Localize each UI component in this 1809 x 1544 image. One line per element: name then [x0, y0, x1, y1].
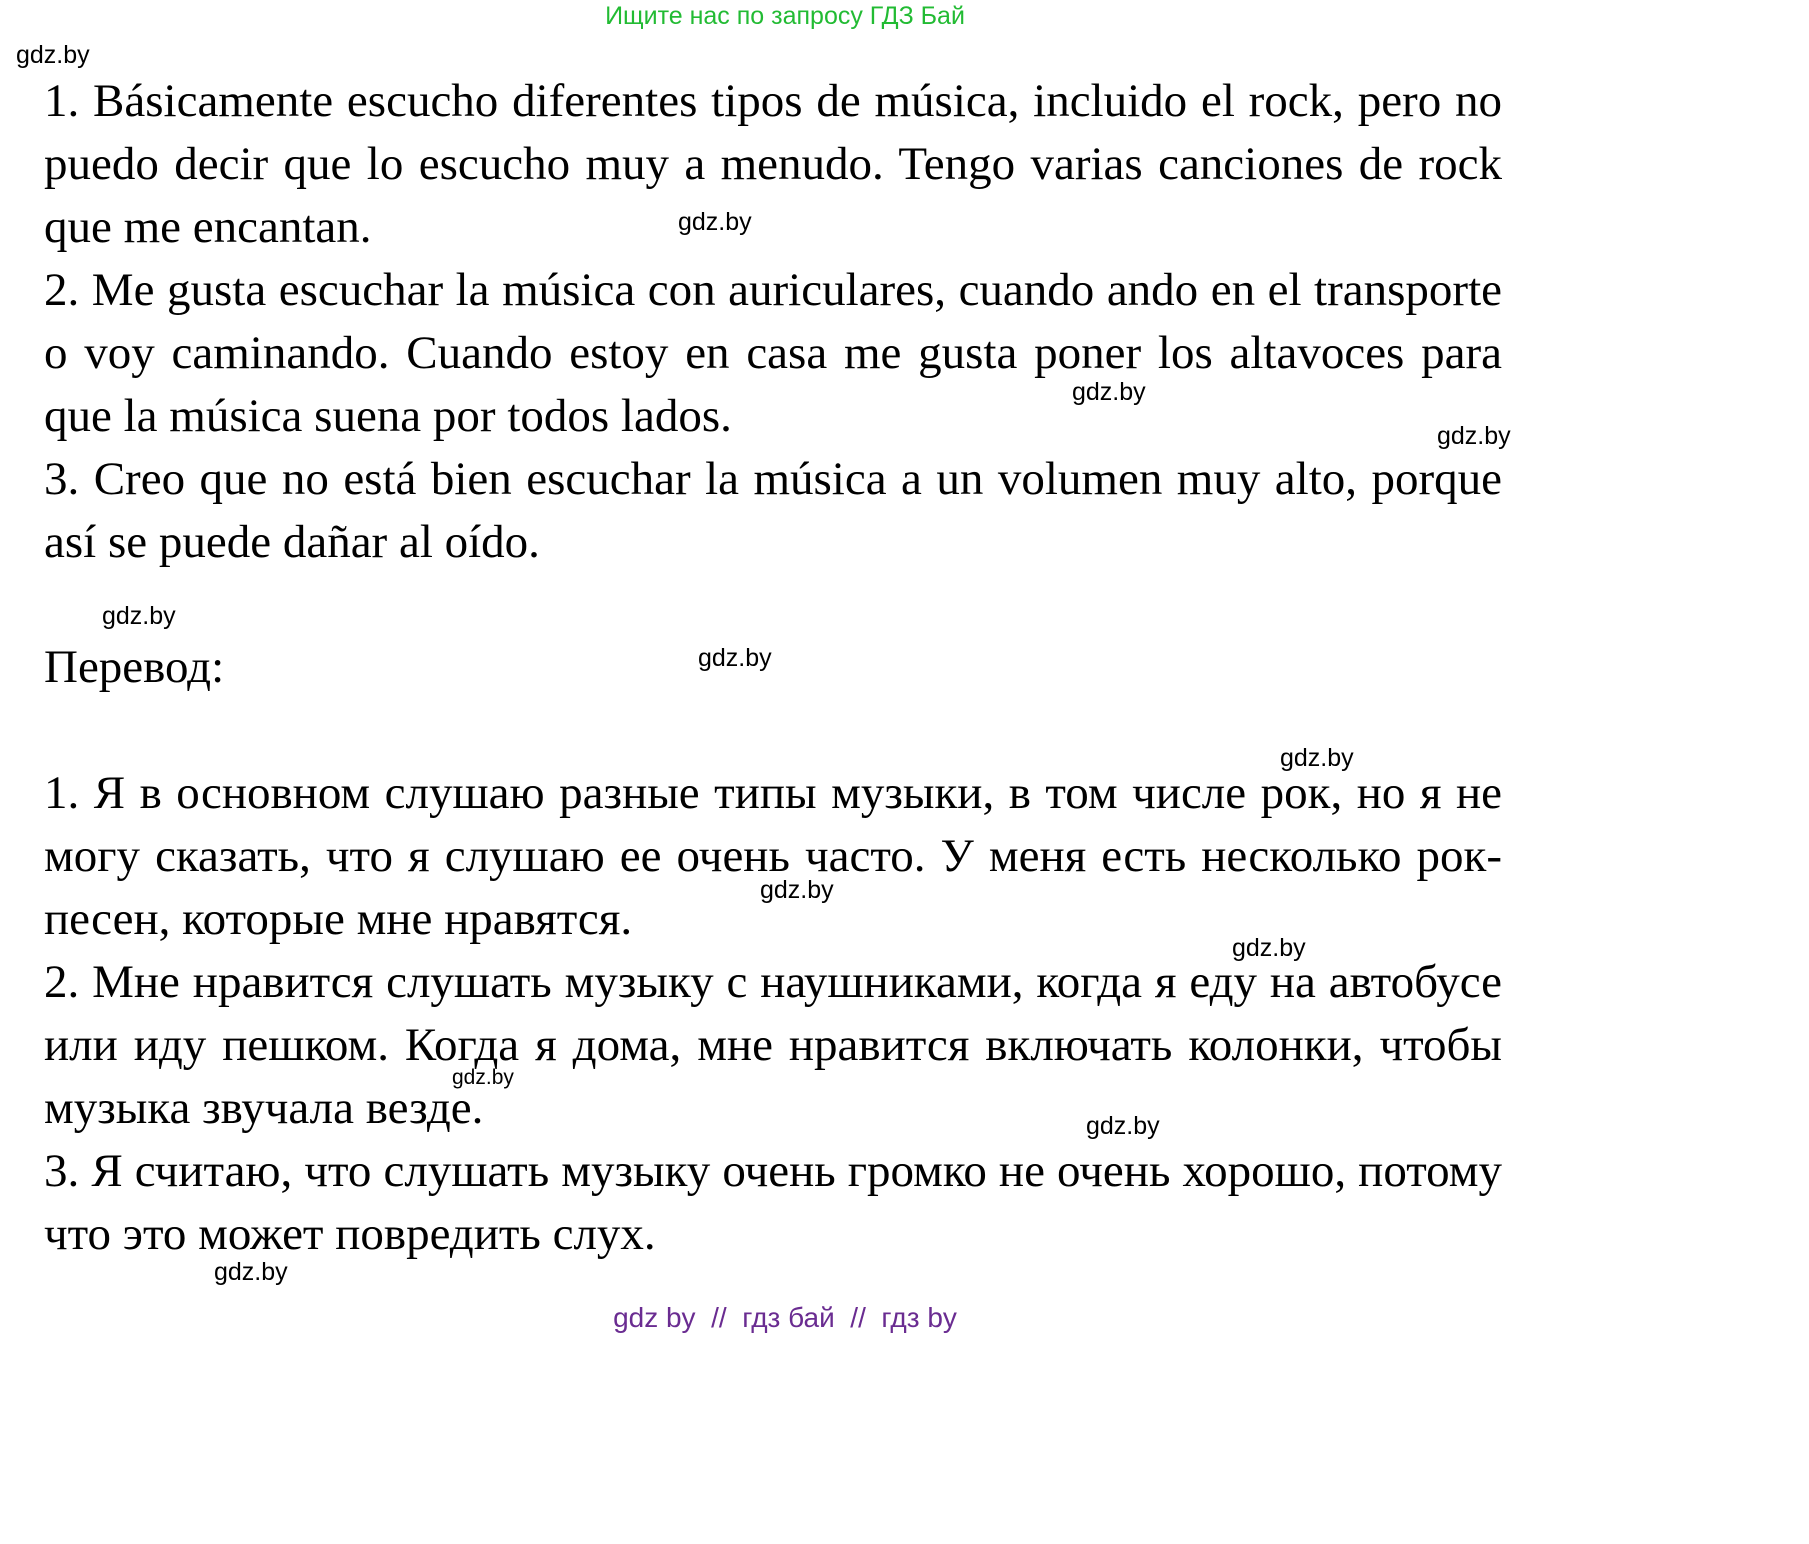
russian-answer-1: 1. Я в основном слушаю разные типы музыки, в том числе рок, но я не могу сказать, что я слушаю ее очень часто. У меня есть несколько рок-песен, которые мне нравятся.	[44, 767, 1502, 945]
spanish-answers	[44, 70, 1502, 574]
watermark: gdz.by	[1072, 378, 1146, 406]
translation-label: Перевод:	[44, 641, 225, 693]
spanish-answer-3: 3. Creo que no está bien escuchar la música a un volumen muy alto, porque así se puede dañar al oído.	[44, 453, 1502, 568]
watermark: gdz.by	[1086, 1112, 1160, 1140]
watermark: gdz.by	[1437, 422, 1511, 450]
watermark: gdz.by	[452, 1066, 514, 1089]
watermark: gdz.by	[214, 1258, 288, 1286]
spanish-answer-1: 1. Básicamente escucho diferentes tipos de música, incluido el rock, pero no puedo decir que lo escucho muy a menudo. Tengo varias canciones de rock que me encantan.	[44, 75, 1502, 253]
watermark: gdz.by	[16, 41, 90, 69]
watermark: gdz.by	[698, 644, 772, 672]
top-banner: Ищите нас по запросу ГДЗ Бай	[605, 2, 965, 30]
watermark: gdz.by	[760, 876, 834, 904]
watermark: gdz.by	[1232, 934, 1306, 962]
russian-answer-3: 3. Я считаю, что слушать музыку очень громко не очень хорошо, потому что это может повредить слух.	[44, 1145, 1502, 1260]
spanish-answer-2: 2. Me gusta escuchar la música con auriculares, cuando ando en el transporte o voy caminando. Cuando estoy en casa me gusta poner los altavoces para que la música suena por todos lados.	[44, 264, 1502, 442]
russian-answers	[44, 762, 1502, 1266]
watermark: gdz.by	[102, 602, 176, 630]
footer: gdz by // гдз бай // гдз by	[613, 1302, 957, 1333]
watermark: gdz.by	[678, 208, 752, 236]
russian-answer-2: 2. Мне нравится слушать музыку с наушниками, когда я еду на автобусе или иду пешком. Когда я дома, мне нравится включать колонки, чтобы музыка звучала везде.	[44, 956, 1502, 1134]
watermark: gdz.by	[1280, 744, 1354, 772]
